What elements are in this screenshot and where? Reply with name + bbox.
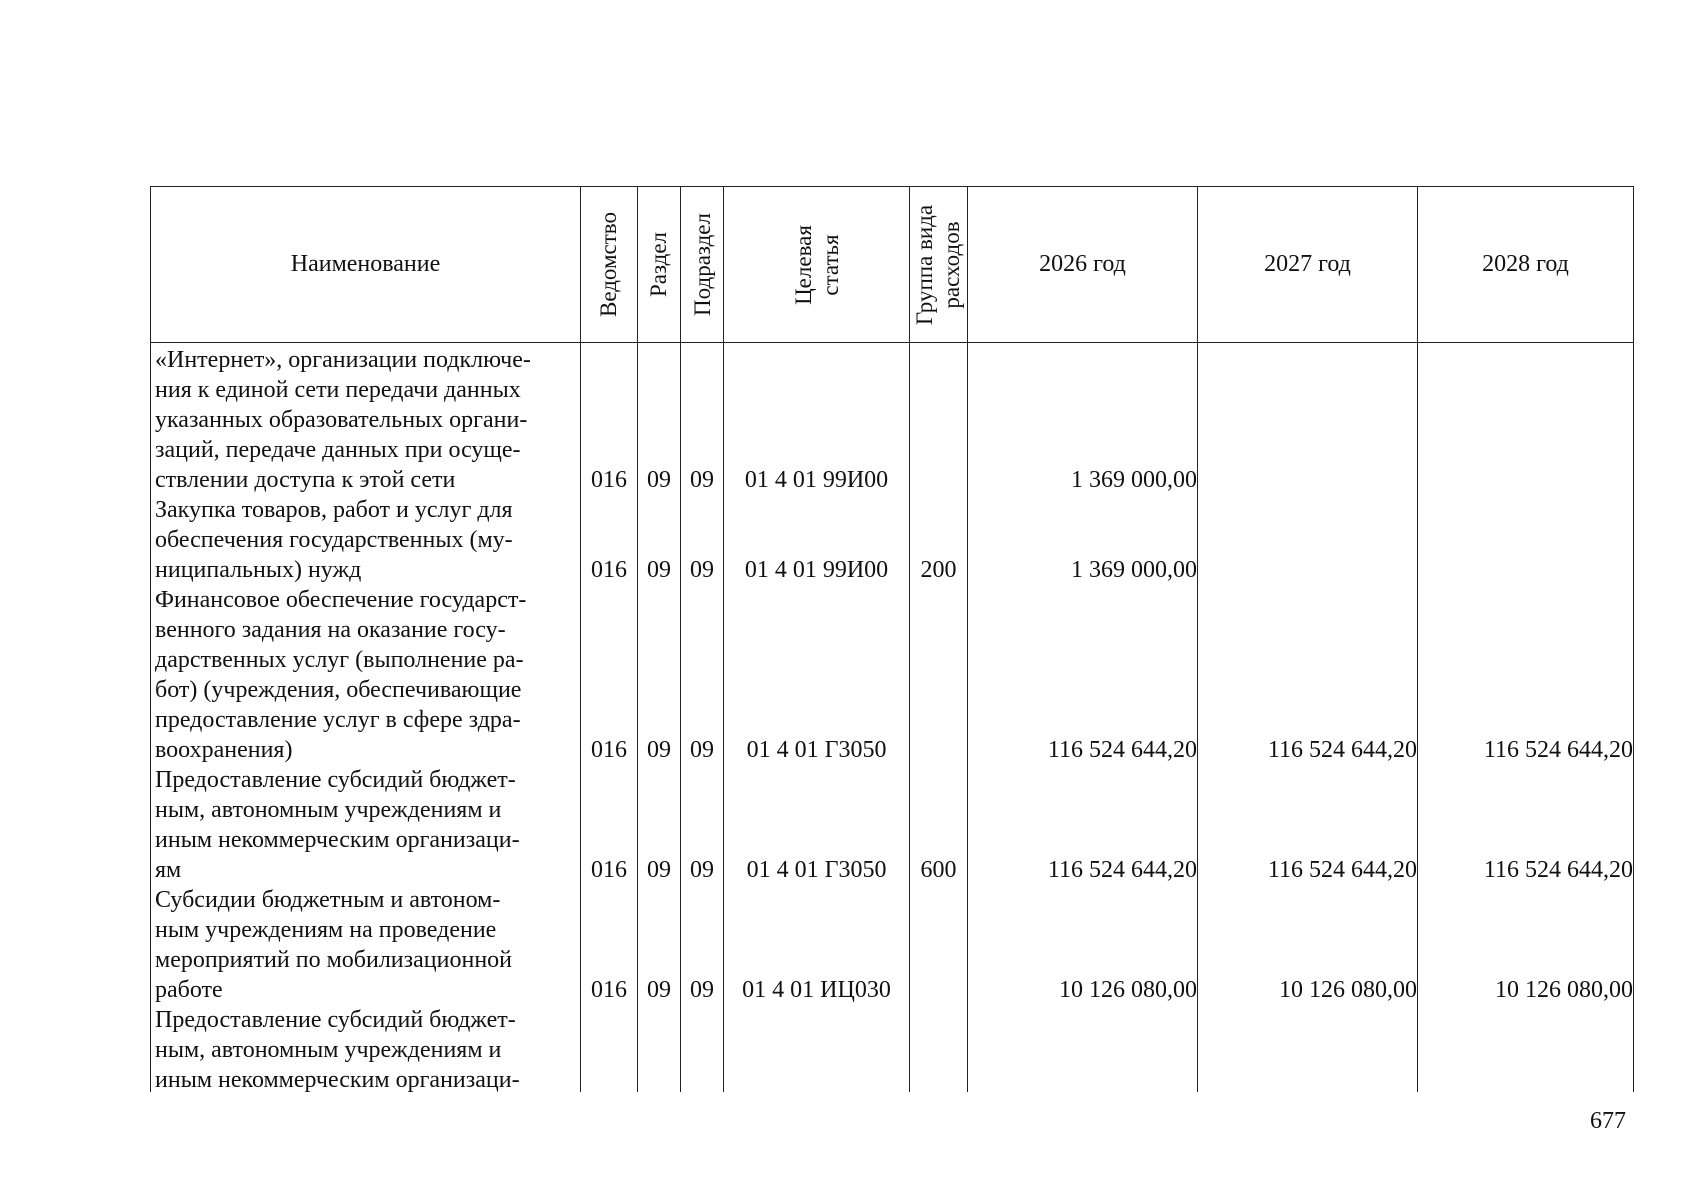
row-2026: 1 369 000,00 (1071, 467, 1197, 493)
row-2028: 10 126 080,00 (1495, 977, 1633, 1003)
header-gruppa: Группа вида расходов (912, 204, 965, 325)
row-2027: 116 524 644,20 (1267, 857, 1417, 883)
row-podrazdel: 09 (690, 737, 714, 763)
row-vedomstvo: 016 (591, 557, 627, 583)
row-name: Финансовое обеспечение государст- венного задания на оказание госу- дарственных услуг (выполнение ра- бот) (учреждения, обеспечивающие предоставление услуг в сфере здра- воохранения) (155, 587, 527, 763)
header-2028: 2028 год (1482, 251, 1569, 277)
header-2027: 2027 год (1264, 251, 1351, 277)
page-number: 677 (1590, 1108, 1626, 1134)
row-2028: 116 524 644,20 (1483, 737, 1633, 763)
row-podrazdel: 09 (690, 557, 714, 583)
row-celevaya: 01 4 01 99И00 (744, 557, 889, 583)
row-razdel: 09 (647, 857, 671, 883)
row-gruppa: 200 (920, 557, 957, 583)
row-celevaya: 01 4 01 Г3050 (746, 737, 887, 763)
row-vedomstvo: 016 (591, 467, 627, 493)
row-2026: 116 524 644,20 (1047, 737, 1197, 763)
row-razdel: 09 (647, 737, 671, 763)
row-2026: 10 126 080,00 (1059, 977, 1197, 1003)
row-vedomstvo: 016 (591, 977, 627, 1003)
row-name: Предоставление субсидий бюджет- ным, автономным учреждениям и иным некоммерческим организаци- (155, 1007, 520, 1093)
header-podrazdel: Подраздел (689, 213, 715, 316)
header-vedomstvo: Ведомство (596, 211, 622, 318)
row-celevaya: 01 4 01 99И00 (744, 467, 889, 493)
row-vedomstvo: 016 (591, 857, 627, 883)
header-razdel: Раздел (646, 231, 672, 298)
row-razdel: 09 (647, 977, 671, 1003)
header-2026: 2026 год (1039, 251, 1126, 277)
row-podrazdel: 09 (690, 977, 714, 1003)
row-2028: 116 524 644,20 (1483, 857, 1633, 883)
row-razdel: 09 (647, 467, 671, 493)
row-2026: 116 524 644,20 (1047, 857, 1197, 883)
row-2027: 10 126 080,00 (1279, 977, 1417, 1003)
row-2026: 1 369 000,00 (1071, 557, 1197, 583)
header-celevaya: Целевая статья (790, 224, 843, 305)
header-name: Наименование (290, 251, 441, 277)
row-2027: 116 524 644,20 (1267, 737, 1417, 763)
row-name: Закупка товаров, работ и услуг для обеспечения государственных (му- ниципальных) нужд (155, 497, 513, 583)
row-vedomstvo: 016 (591, 737, 627, 763)
header-bottom-border (150, 342, 1633, 343)
row-name: Субсидии бюджетным и автоном- ным учреждениям на проведение мероприятий по мобилизационной работе (155, 887, 512, 1003)
col-border (1633, 186, 1634, 1092)
row-celevaya: 01 4 01 Г3050 (746, 857, 887, 883)
row-podrazdel: 09 (690, 467, 714, 493)
row-razdel: 09 (647, 557, 671, 583)
row-podrazdel: 09 (690, 857, 714, 883)
row-celevaya: 01 4 01 ИЦ030 (742, 977, 891, 1003)
row-name: «Интернет», организации подключе- ния к единой сети передачи данных указанных образовательных органи- заций, передаче данных при осуще- ствлении доступа к этой сети (155, 347, 531, 493)
row-name: Предоставление субсидий бюджет- ным, автономным учреждениям и иным некоммерческим организаци- ям (155, 767, 520, 883)
row-gruppa: 600 (920, 857, 957, 883)
